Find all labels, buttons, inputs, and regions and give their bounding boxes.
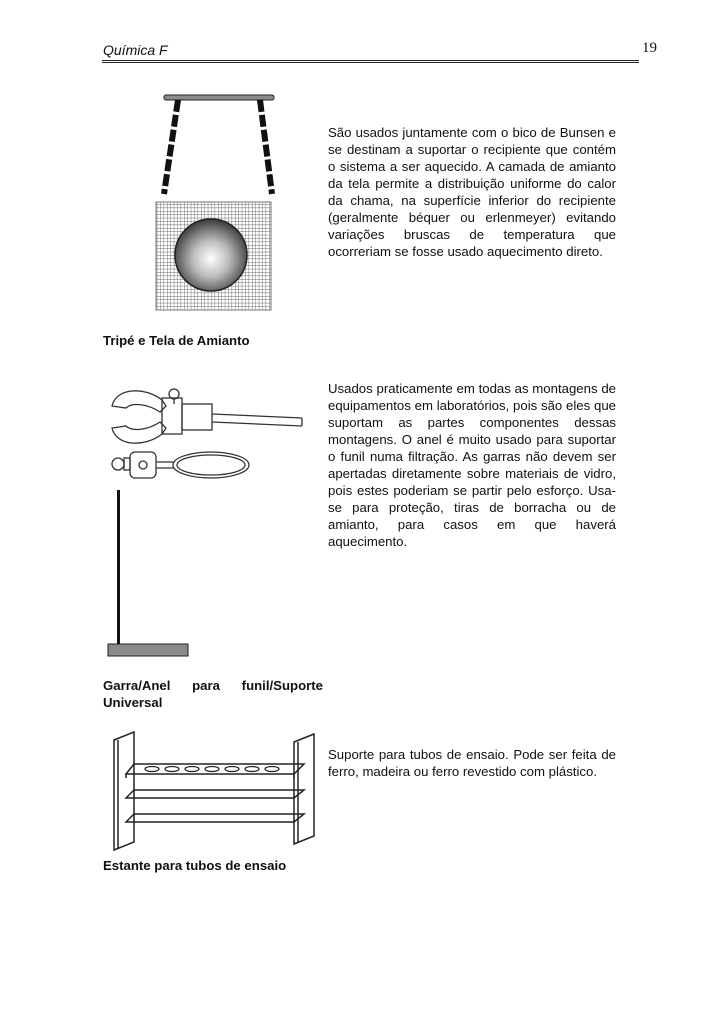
clamp-jaws: [112, 389, 302, 443]
page-number: 19: [642, 40, 657, 56]
rack-bottom-shelf: [126, 814, 304, 822]
universal-stand-illustration: [104, 382, 309, 662]
rack-left-panel: [114, 732, 134, 850]
tripod-top-ring: [164, 95, 274, 100]
clamp-description: Usados praticamente em todas as montagens de equipamentos em laboratórios, pois são eles que suportam as partes componentes dessas montagens. O anel é muito usado para suportar o funil numa filtração. As garras não devem ser apertadas diretamente sobre materiais de vidro, pois estes poderiam se partir pelo esforço. Usa-se para proteção, tiras de borracha ou de amianto, para casos em que haverá aquecimento.: [328, 381, 616, 549]
rack-right-panel: [294, 734, 314, 844]
header-title: Química F: [103, 42, 168, 58]
stand-rod: [117, 490, 120, 644]
rack-caption: Estante para tubos de ensaio: [103, 858, 287, 873]
tripod-left-leg: [164, 100, 178, 194]
clamp-caption: Garra/Anel para funil/Suporte Universal: [103, 678, 323, 710]
tripod-caption: Tripé e Tela de Amianto: [103, 333, 250, 348]
stand-base: [108, 644, 188, 656]
tripod-illustration: [150, 92, 285, 314]
tripod-right-leg: [260, 100, 272, 194]
header-rule: [102, 60, 639, 63]
rack-description: Suporte para tubos de ensaio. Pode ser feita de ferro, madeira ou ferro revestido com plástico.: [328, 747, 616, 779]
tripod-description: São usados juntamente com o bico de Bunsen e se destinam a suportar o recipiente que contém o sistema a ser aquecido. A camada de amianto da tela permite a distribuição uniforme do calor da chama, na superfície inferior do recipiente (geralmente béquer ou erlenmeyer) evitando variações bruscas de temperatura que ocorreriam se fosse usado aquecimento direto.: [328, 125, 616, 259]
funnel-ring: [112, 452, 249, 478]
rack-tube-holes: [145, 767, 279, 772]
rack-middle-shelf: [126, 790, 304, 798]
test-tube-rack-illustration: [104, 730, 334, 854]
heated-flask-ball: [175, 219, 247, 291]
